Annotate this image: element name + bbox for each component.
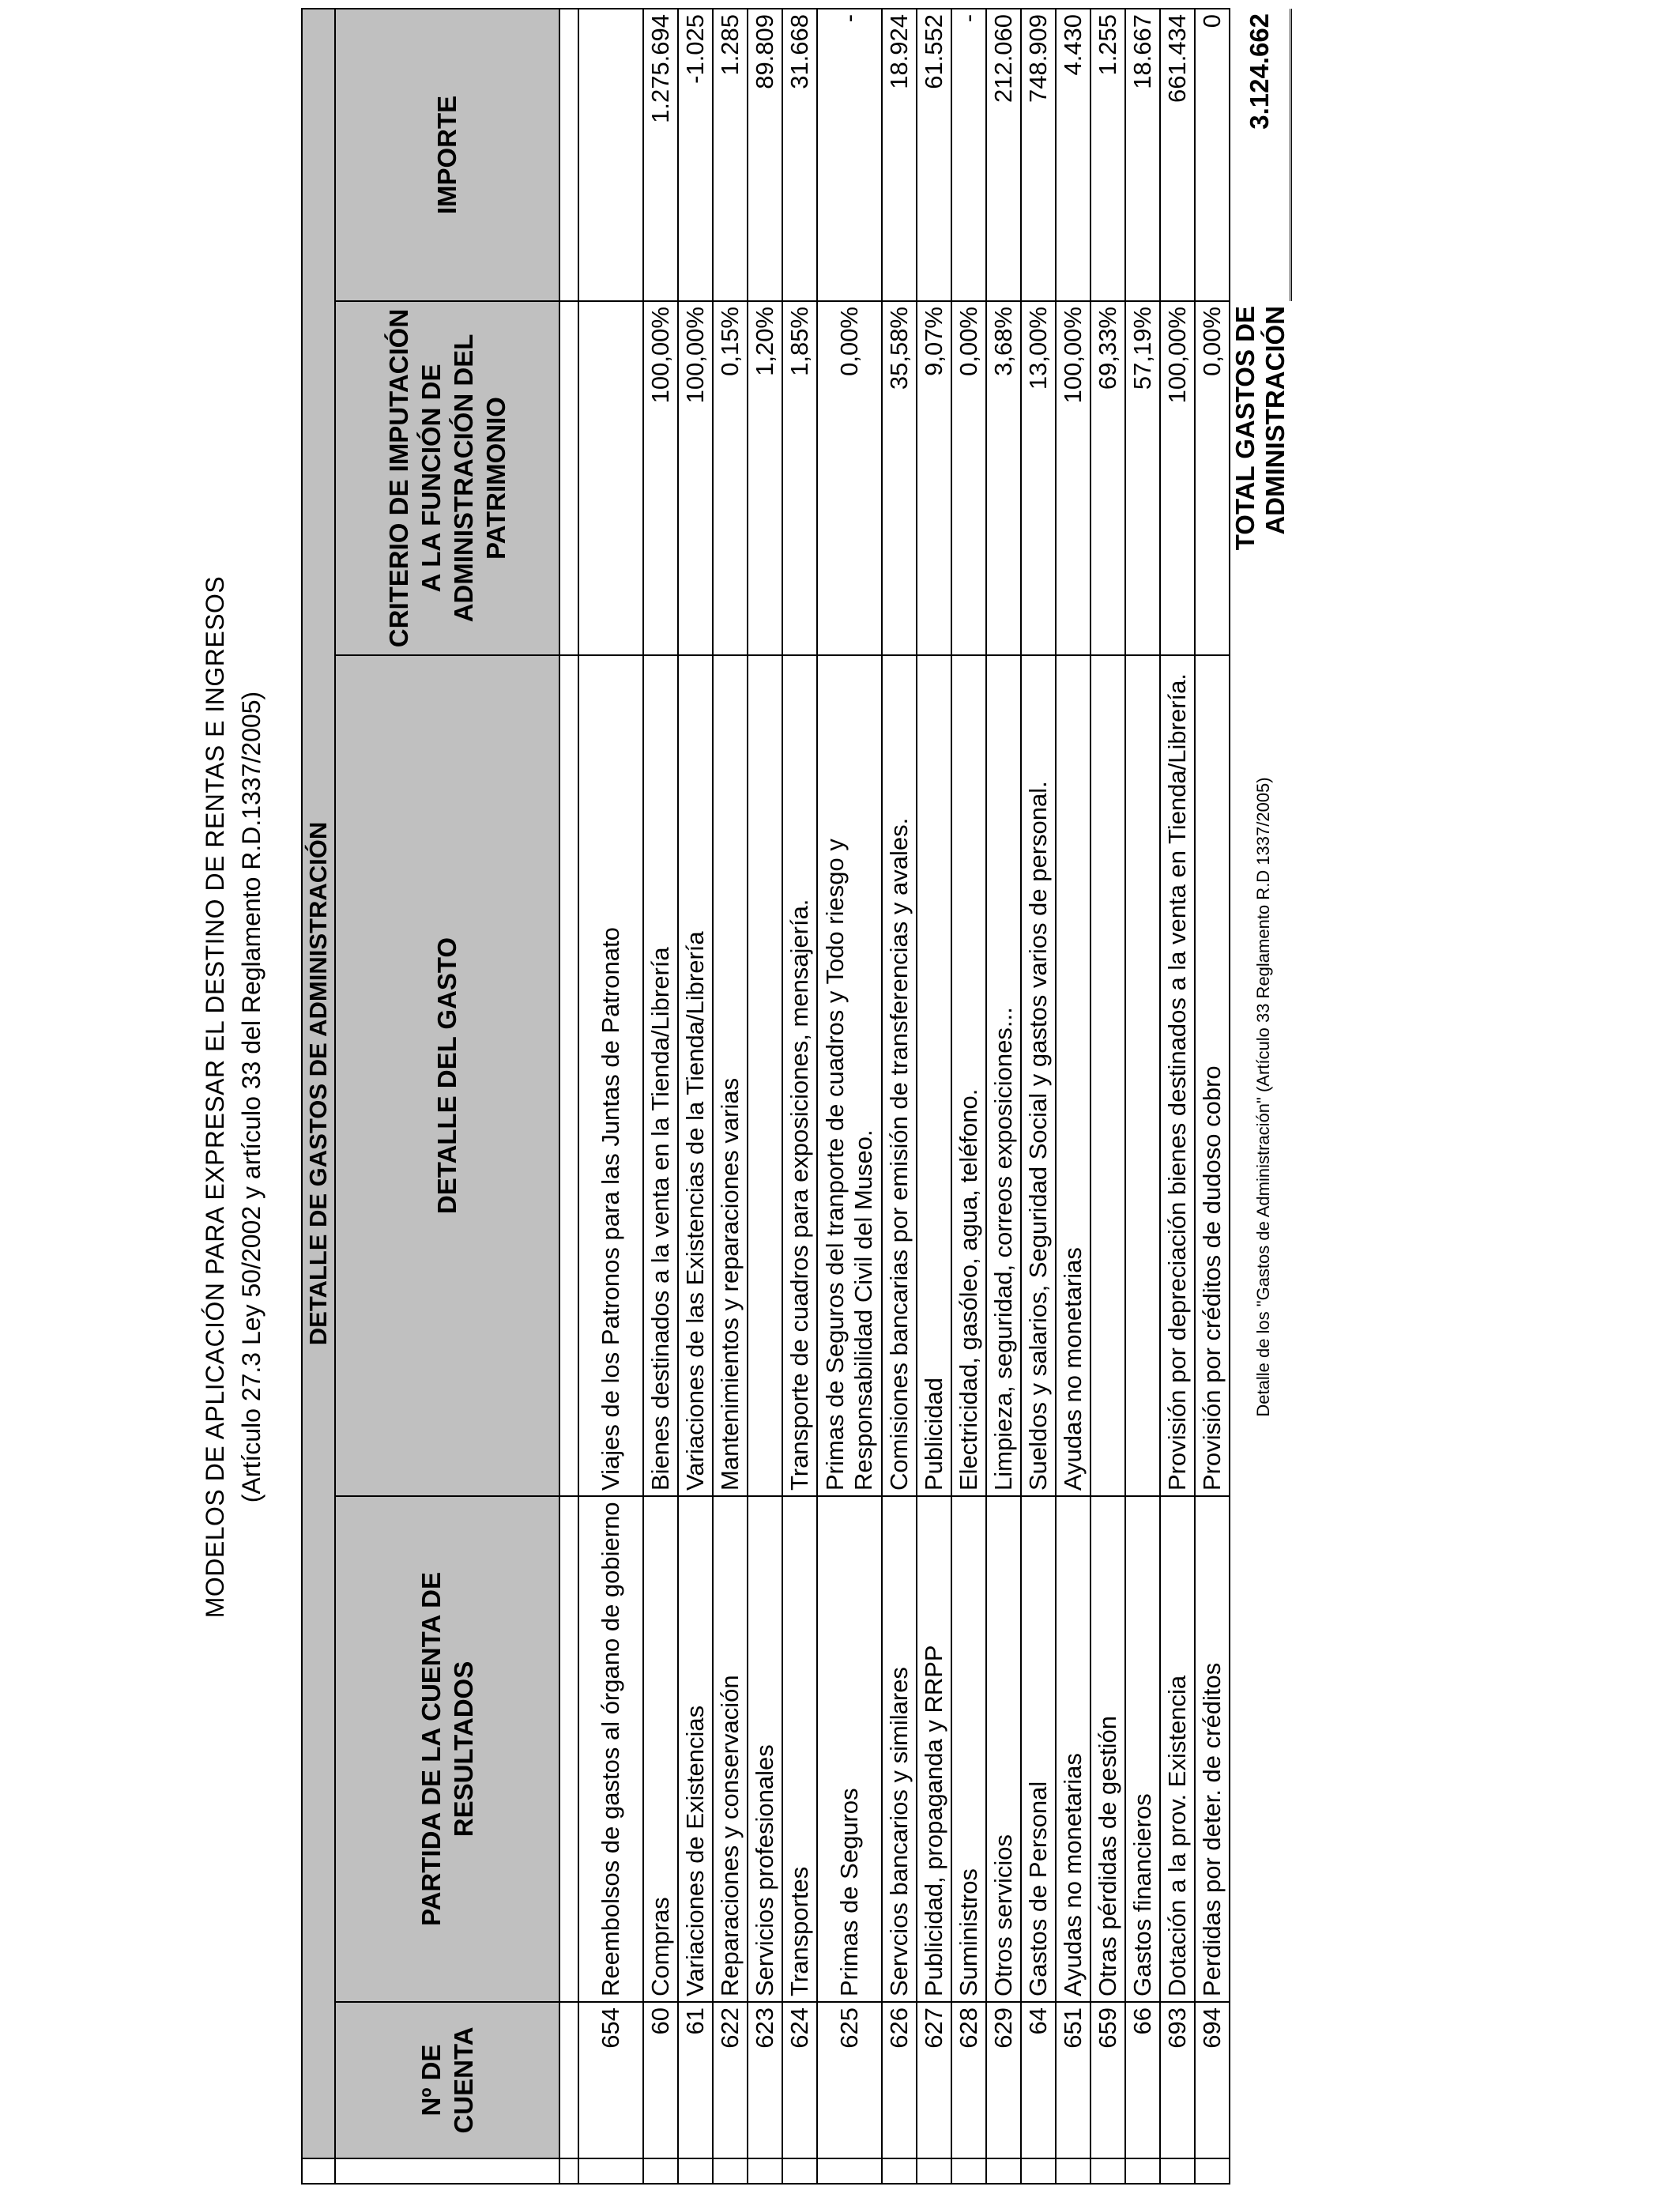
cell-cuenta: 694 [1195,2002,1230,2158]
gutter-cell [817,2158,882,2184]
cell-partida: Otras pérdidas de gestión [1090,1496,1125,2002]
header-criterio: CRITERIO DE IMPUTACIÓN A LA FUNCIÓN DE ADMINISTRACIÓN DEL PATRIMONIO [335,301,559,655]
table-row [882,9,917,2184]
cell-criterio: 0,00% [817,301,882,655]
cell-criterio: 100,00% [678,301,713,655]
cell-criterio: 0,00% [1195,301,1230,655]
cell-detalle [1125,655,1160,1496]
gutter-cell [1195,2158,1230,2184]
spacer-cell [559,2002,578,2158]
cell-detalle: Electricidad, gasóleo, agua, teléfono. [951,655,986,1496]
cell-detalle: Ayudas no monetarias [1056,655,1090,1496]
cell-criterio: 100,00% [1160,301,1195,655]
table-row [817,9,882,2184]
table-row [782,9,817,2184]
footnote: Detalle de los "Gastos de Administración" (Artículo 33 Reglamento R.D 1337/2005) [1253,777,1273,1417]
cell-cuenta: 60 [643,2002,678,2158]
table-row [1056,9,1090,2184]
cell-importe: 1.275.694 [643,9,678,301]
table-row [748,9,782,2184]
spacer-cell [559,301,578,655]
cell-partida: Dotación a la prov. Existencia [1160,1496,1195,2002]
cell-detalle: Primas de Seguros del tranporte de cuadros y Todo riesgo y Responsabilidad Civil del Museo. [817,655,882,1496]
gutter-cell [782,2158,817,2184]
header-row [335,9,559,2184]
cell-detalle: Viajes de los Patronos para las Juntas de Patronato [578,655,643,1496]
cell-partida: Reembolsos de gastos al órgano de gobierno [578,1496,643,2002]
gutter-cell [1125,2158,1160,2184]
cell-cuenta: 64 [1021,2002,1056,2158]
table-row [578,9,643,2184]
gutter-cell [678,2158,713,2184]
cell-detalle: Variaciones de las Existencias de la Tienda/Librería [678,655,713,1496]
cell-partida: Compras [643,1496,678,2002]
cell-detalle: Provisión por depreciación bienes destinados a la venta en Tienda/Librería. [1160,655,1195,1496]
page-title: MODELOS DE APLICACIÓN PARA EXPRESAR EL DESTINO DE RENTAS E INGRESOS [201,575,229,1619]
cell-cuenta: 624 [782,2002,817,2158]
header-importe: IMPORTE [335,9,559,301]
table-row [917,9,951,2184]
cell-cuenta: 622 [713,2002,748,2158]
cell-importe: - [951,9,986,301]
cell-criterio: 3,68% [986,301,1021,655]
cell-criterio: 69,33% [1090,301,1125,655]
gutter-cell [1021,2158,1056,2184]
cell-criterio: 0,00% [951,301,986,655]
header-cuenta: Nº DE CUENTA [335,2002,559,2158]
gutter-cell [748,2158,782,2184]
gutter-cell [882,2158,917,2184]
cell-detalle [1090,655,1125,1496]
cell-cuenta: 627 [917,2002,951,2158]
cell-detalle [748,655,782,1496]
cell-partida: Ayudas no monetarias [1056,1496,1090,2002]
cell-detalle: Bienes destinados a la venta en la Tienda/Librería [643,655,678,1496]
table-body [578,9,1230,2184]
cell-partida: Servcios bancarios y similares [882,1496,917,2002]
table-row [643,9,678,2184]
table-row [713,9,748,2184]
gutter-cell [951,2158,986,2184]
spacer-cell [559,655,578,1496]
table-row [1090,9,1125,2184]
cell-importe: 1.285 [713,9,748,301]
cell-cuenta: 629 [986,2002,1021,2158]
gutter-cell [713,2158,748,2184]
cell-importe: 4.430 [1056,9,1090,301]
cell-cuenta: 623 [748,2002,782,2158]
cell-partida: Perdidas por deter. de créditos [1195,1496,1230,2002]
cell-importe: 18.924 [882,9,917,301]
cell-cuenta: 66 [1125,2002,1160,2158]
cell-partida: Gastos financieros [1125,1496,1160,2002]
cell-cuenta: 626 [882,2002,917,2158]
cell-partida: Primas de Seguros [817,1496,882,2002]
cell-partida: Variaciones de Existencias [678,1496,713,2002]
spacer-cell [559,1496,578,2002]
table-row [678,9,713,2184]
cell-detalle: Provisión por créditos de dudoso cobro [1195,655,1230,1496]
gutter-cell [302,2158,335,2184]
cell-importe: 1.255 [1090,9,1125,301]
total-value: 3.124.662 [1230,9,1290,301]
table-row [1021,9,1056,2184]
cell-cuenta: 628 [951,2002,986,2158]
cell-partida: Publicidad, propaganda y RRPP [917,1496,951,2002]
table-row [951,9,986,2184]
cell-criterio: 0,15% [713,301,748,655]
cell-importe: 748.909 [1021,9,1056,301]
cell-cuenta: 651 [1056,2002,1090,2158]
cell-detalle: Mantenimientos y reparaciones varias [713,655,748,1496]
spacer-row [559,9,578,2184]
cell-criterio: 57,19% [1125,301,1160,655]
cell-importe: -1.025 [678,9,713,301]
cell-importe: 61.552 [917,9,951,301]
cell-importe: 31.668 [782,9,817,301]
total-label: TOTAL GASTOS DE ADMINISTRACIÓN [1230,306,1290,551]
cell-criterio: 100,00% [1056,301,1090,655]
cell-partida: Suministros [951,1496,986,2002]
cell-criterio: 9,07% [917,301,951,655]
cell-detalle: Comisiones bancarias por emisión de transferencias y avales. [882,655,917,1496]
gutter-cell [578,2158,643,2184]
header-partida: PARTIDA DE LA CUENTA DE RESULTADOS [335,1496,559,2002]
cell-importe: 0 [1195,9,1230,301]
page-subtitle: (Artículo 27.3 Ley 50/2002 y artículo 33 del Reglamento R.D.1337/2005) [237,691,266,1503]
cell-importe [578,9,643,301]
cell-criterio: 35,58% [882,301,917,655]
gutter-cell [1090,2158,1125,2184]
cell-importe: 89.809 [748,9,782,301]
cell-cuenta: 693 [1160,2002,1195,2158]
gutter-cell [559,2158,578,2184]
header-detalle: DETALLE DEL GASTO [335,655,559,1496]
gutter-cell [1160,2158,1195,2184]
cell-detalle: Publicidad [917,655,951,1496]
banner-title: DETALLE DE GASTOS DE ADMINISTRACIÓN [302,9,335,2158]
cell-importe: 212.060 [986,9,1021,301]
gutter-cell [1056,2158,1090,2184]
cell-cuenta: 61 [678,2002,713,2158]
cell-cuenta: 659 [1090,2002,1125,2158]
cell-criterio: 1,20% [748,301,782,655]
cell-importe: - [817,9,882,301]
cell-detalle: Limpieza, seguridad, correos exposiciones... [986,655,1021,1496]
cell-partida: Reparaciones y conservación [713,1496,748,2002]
table-row [1195,9,1230,2184]
cell-partida: Servicios profesionales [748,1496,782,2002]
table-row [1125,9,1160,2184]
gastos-table [301,8,1292,2185]
cell-detalle: Sueldos y salarios, Seguridad Social y gastos varios de personal. [1021,655,1056,1496]
gutter-cell [643,2158,678,2184]
cell-partida: Transportes [782,1496,817,2002]
cell-cuenta: 654 [578,2002,643,2158]
gutter-cell [917,2158,951,2184]
cell-detalle: Transporte de cuadros para exposiciones, mensajería. [782,655,817,1496]
cell-partida: Otros servicios [986,1496,1021,2002]
cell-criterio [578,301,643,655]
cell-cuenta: 625 [817,2002,882,2158]
table-row [986,9,1021,2184]
table-row [1160,9,1195,2184]
cell-importe: 661.434 [1160,9,1195,301]
spacer-cell [559,9,578,301]
cell-criterio: 13,00% [1021,301,1056,655]
cell-importe: 18.667 [1125,9,1160,301]
cell-partida: Gastos de Personal [1021,1496,1056,2002]
banner-row [302,9,335,2184]
cell-criterio: 100,00% [643,301,678,655]
gutter-cell [986,2158,1021,2184]
cell-criterio: 1,85% [782,301,817,655]
gutter-cell [335,2158,559,2184]
